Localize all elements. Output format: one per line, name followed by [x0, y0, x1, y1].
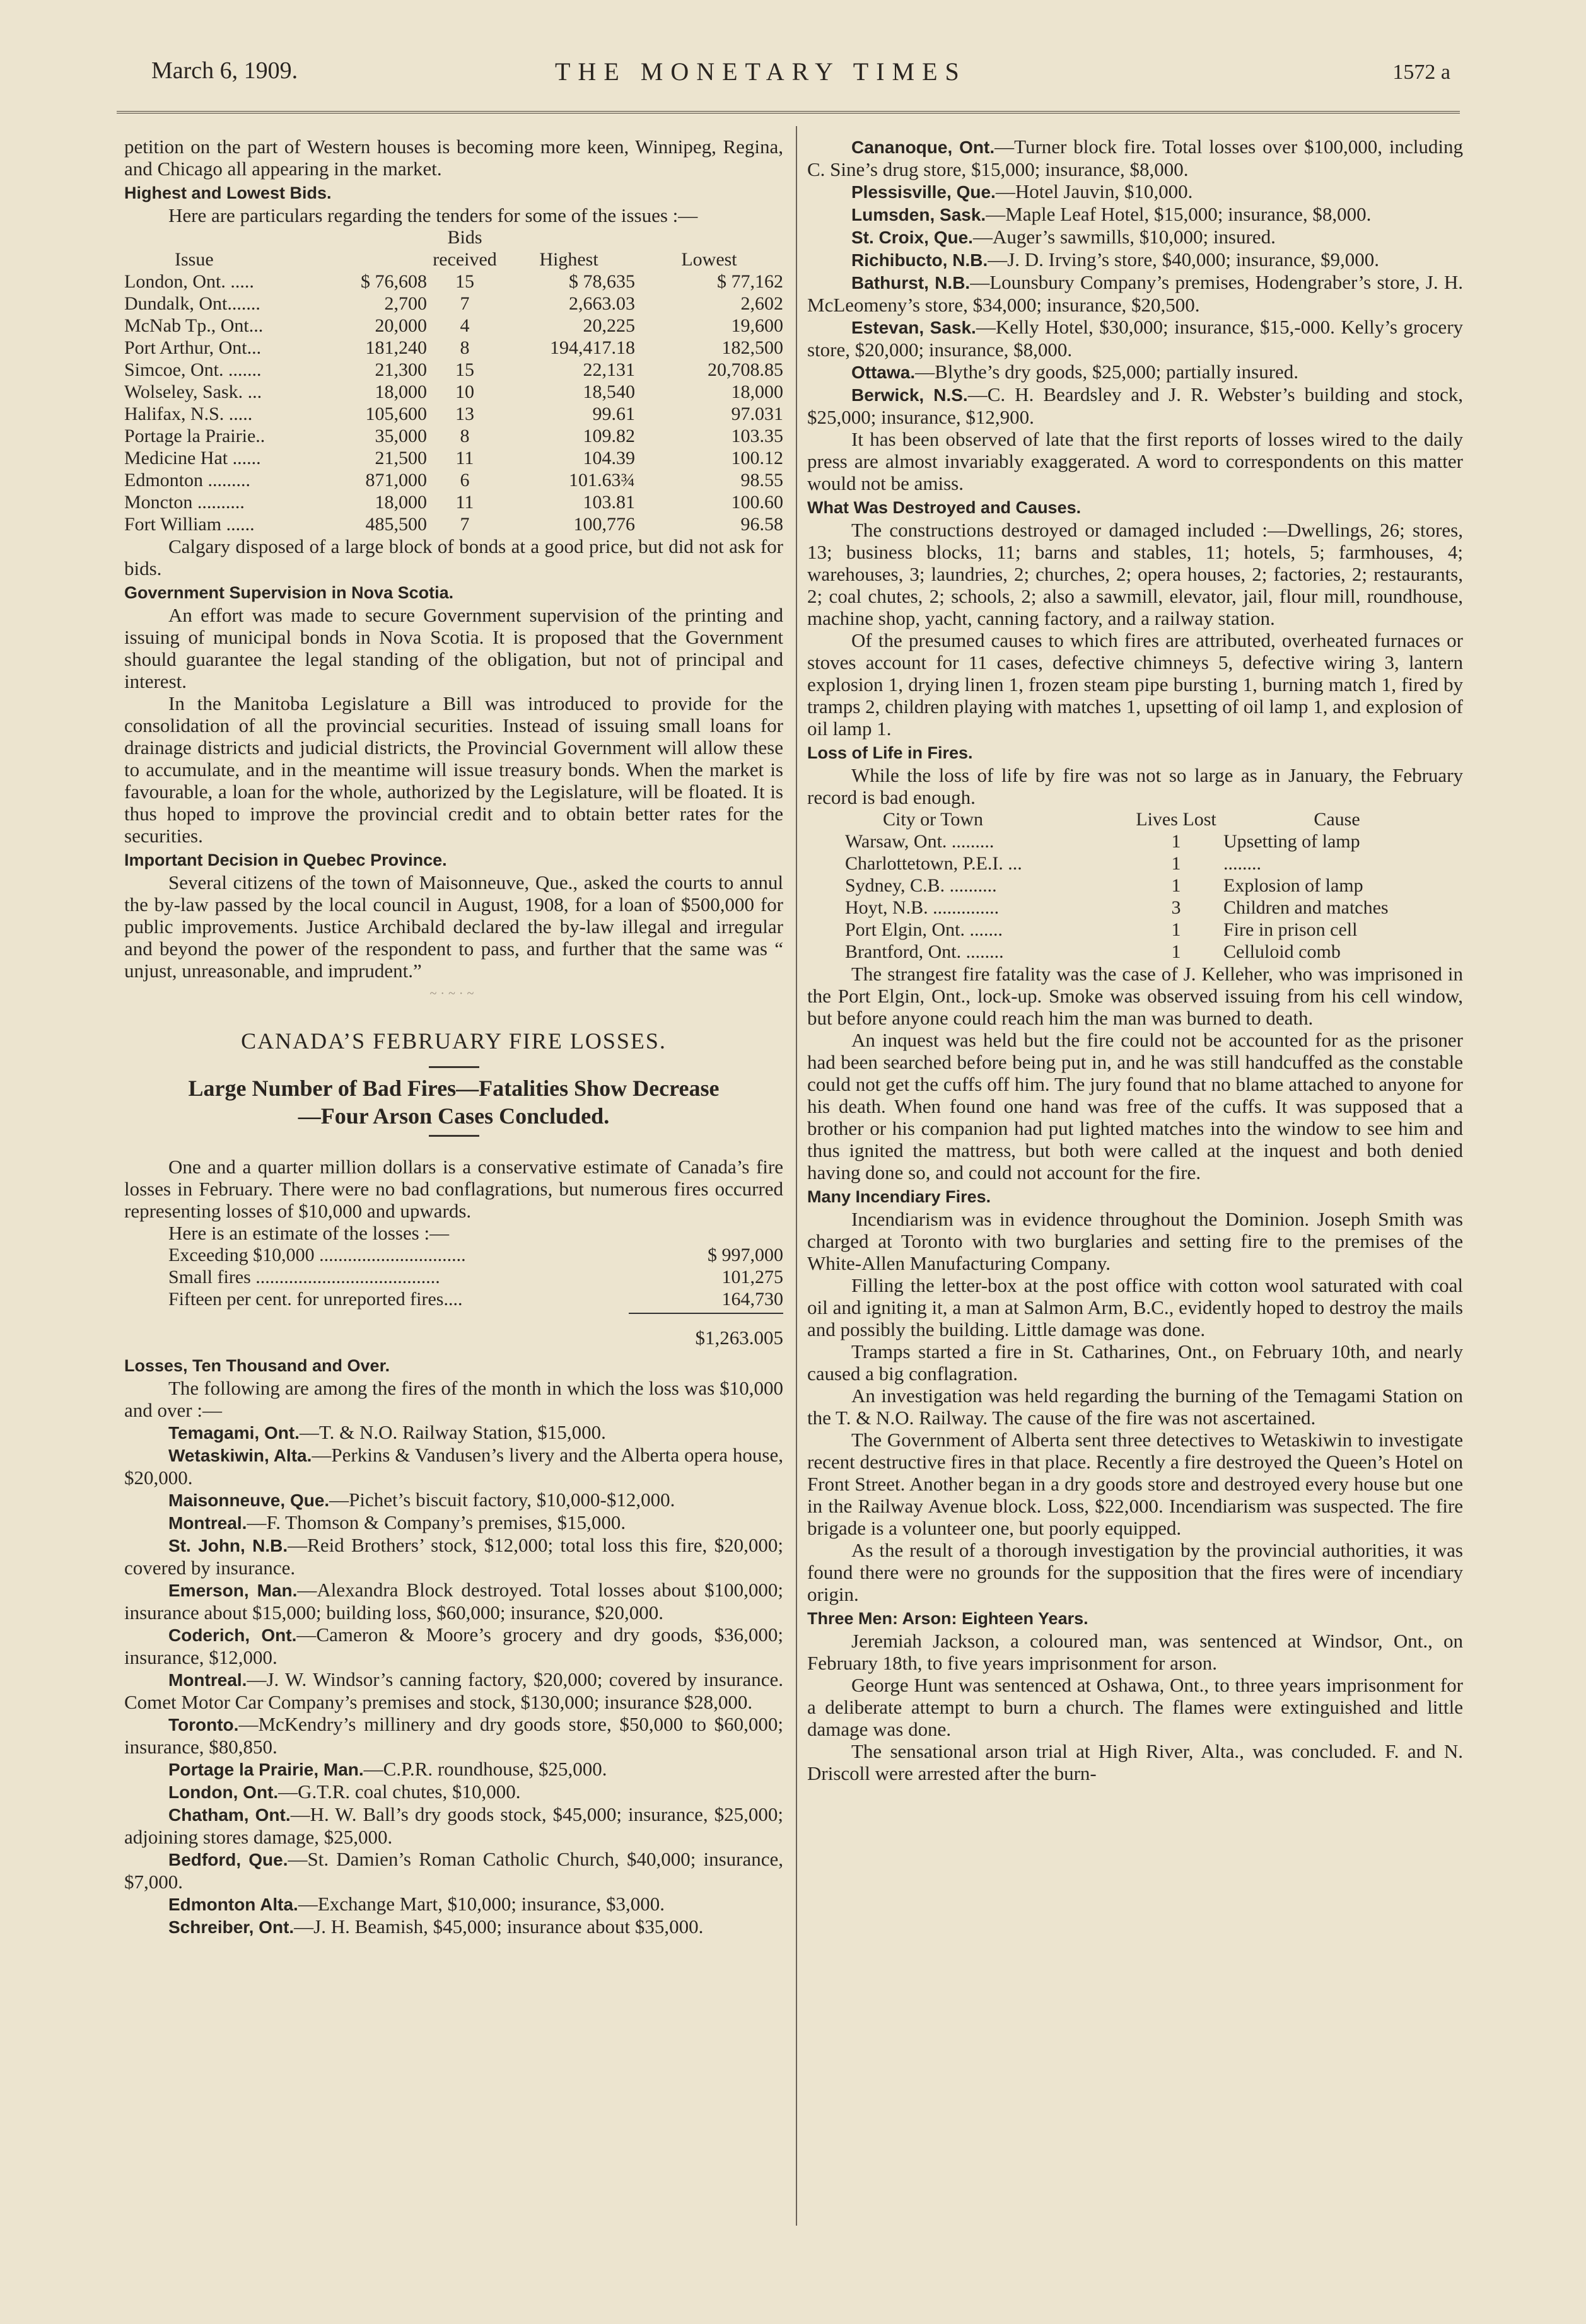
- table-row: [845, 852, 1450, 874]
- table-cell: Upsetting of lamp: [1223, 831, 1360, 852]
- header-rule: [117, 111, 1460, 113]
- article-title: CANADA’S FEBRUARY FIRE LOSSES.: [241, 1028, 667, 1054]
- loss-detail: —Hotel Jauvin, $10,000.: [995, 180, 1193, 202]
- table-cell: $ 997,000: [708, 1245, 783, 1265]
- paragraph: Here are particulars regarding the tenders for some of the issues :—: [168, 204, 698, 226]
- loss-detail: —J. W. Windsor’s canning factory, $20,000; covered by insurance. Comet Motor Car Company’s premises and stock, $130,000; insurance $28,000.: [124, 1668, 783, 1713]
- table-cell: 19,600: [731, 315, 783, 336]
- loss-entry: [807, 136, 1463, 180]
- table-cell: Sydney, C.B. ..........: [845, 875, 997, 896]
- table-cell: $ 76,608: [361, 271, 427, 292]
- table-cell: Wolseley, Sask. ...: [124, 381, 262, 402]
- publication-title: THE MONETARY TIMES: [555, 57, 967, 86]
- loss-place: Chatham, Ont.: [168, 1805, 291, 1825]
- table-header-cell: City or Town: [883, 809, 984, 830]
- losses-list: [124, 1421, 783, 1938]
- table-cell: 1: [1171, 941, 1181, 962]
- table-cell: Medicine Hat ......: [124, 448, 261, 468]
- section-heading: Many Incendiary Fires.: [807, 1187, 991, 1206]
- loss-detail: —G.T.R. coal chutes, $10,000.: [278, 1781, 521, 1803]
- table-row: [124, 1266, 783, 1288]
- table-row: [124, 491, 783, 513]
- table-cell: 11: [455, 492, 474, 513]
- paragraph: Of the presumed causes to which fires are attributed, overheated furnaces or stoves account for 11 cases, defective chimneys 5, defective wiring 3, lantern explosion 1, drying linen 1, frozen steam pipe bursting 1, burning match 1, fired by tramps 2, children playing with matches 1, upsetting of oil lamp 1, and explosion of oil lamp 1.: [807, 629, 1463, 740]
- table-cell: Portage la Prairie..: [124, 426, 265, 446]
- table-cell: 100.60: [731, 492, 783, 513]
- loss-detail: —T. & N.O. Railway Station, $15,000.: [299, 1421, 606, 1443]
- table-row: [124, 359, 783, 381]
- table-cell: 485,500: [365, 514, 427, 535]
- table-cell: 4: [460, 315, 470, 336]
- loss-place: St. Croix, Que.: [851, 228, 973, 247]
- table-cell: 1: [1171, 853, 1181, 874]
- table-header-cell: Highest: [539, 249, 598, 270]
- table-cell: Celluloid comb: [1223, 941, 1341, 962]
- bids-table: [124, 226, 783, 535]
- loss-place: Edmonton Alta.: [168, 1895, 298, 1914]
- loss-entry: [807, 361, 1463, 383]
- loss-entry: [124, 1624, 783, 1668]
- table-cell: Hoyt, N.B. ..............: [845, 897, 1000, 918]
- table-row: [124, 513, 783, 535]
- section-heading: What Was Destroyed and Causes.: [807, 498, 1082, 517]
- loss-place: Bathurst, N.B.: [851, 273, 971, 293]
- loss-entry: [124, 1781, 783, 1803]
- paragraph: One and a quarter million dollars is a conservative estimate of Canada’s fire losses in February. There were no bad conflagrations, but numerous fires occurred representing losses of $10,000 and upwards.: [124, 1156, 783, 1222]
- loss-detail: —Cameron & Moore’s grocery and dry goods, $36,000; insurance, $12,000.: [124, 1624, 783, 1668]
- table-cell: 2,663.03: [569, 293, 635, 314]
- table-header-row: [124, 226, 783, 248]
- table-header-cell: received: [433, 249, 497, 270]
- loss-detail: —J. D. Irving’s store, $40,000; insurance, $9,000.: [988, 248, 1380, 270]
- table-cell: 20,708.85: [708, 359, 783, 380]
- table-cell: London, Ont. .....: [124, 271, 254, 292]
- ornament-divider: ~·~·~: [429, 987, 478, 1001]
- table-cell: 21,300: [375, 359, 427, 380]
- table-cell: 20,225: [583, 315, 635, 336]
- table-cell: 7: [460, 514, 470, 535]
- loss-detail: —Kelly Hotel, $30,000; insurance, $15,-000. Kelly’s grocery store, $20,000; insurance, $8,000.: [807, 316, 1464, 361]
- loss-entry: [807, 316, 1463, 361]
- loss-place: London, Ont.: [168, 1782, 279, 1802]
- table-cell: 871,000: [365, 470, 427, 491]
- fatalities-table: [845, 808, 1450, 963]
- loss-place: Temagami, Ont.: [168, 1423, 300, 1443]
- table-cell: 18,000: [731, 381, 783, 402]
- loss-entry: [124, 1803, 783, 1848]
- paragraph: The strangest fire fatality was the case of J. Kelleher, who was imprisoned in the Port Elgin, Ont., lock-up. Smoke was observed issuing from his cell window, but before anyone could reach him the man was burned to death.: [807, 963, 1463, 1029]
- table-cell: Brantford, Ont. ........: [845, 941, 1004, 962]
- table-cell: 109.82: [583, 426, 635, 446]
- loss-place: Montreal.: [168, 1513, 247, 1533]
- loss-detail: —Maple Leaf Hotel, $15,000; insurance, $8,000.: [986, 203, 1372, 225]
- paragraph: In the Manitoba Legislature a Bill was introduced to provide for the consolidation of all the provincial securities. Instead of issuing small loans for drainage districts and judicial districts, the Provincial Government will allow these to accumulate, and in the meantime will issue treasury bonds. When the market is favourable, a loan for the whole, authorized by the Legislature, will be floated. It is thus hoped to improve the provincial credit and to obtain better rates for the securities.: [124, 692, 783, 847]
- sum-rule: [629, 1313, 783, 1314]
- right-column: [807, 136, 1463, 1784]
- loss-place: Emerson, Man.: [168, 1581, 298, 1600]
- column-divider: [796, 126, 797, 2226]
- table-header-cell: Cause: [1314, 809, 1360, 830]
- table-cell: Children and matches: [1223, 897, 1389, 918]
- loss-detail: —H. W. Ball’s dry goods stock, $45,000; insurance, $25,000; adjoining stores damage, $25,000.: [124, 1803, 784, 1848]
- table-cell: 6: [460, 470, 470, 491]
- paragraph: It has been observed of late that the first reports of losses wired to the daily press are almost invariably exaggerated. A word to correspondents on this matter would not be amiss.: [807, 428, 1463, 494]
- table-row: [124, 270, 783, 293]
- table-cell: 2,602: [740, 293, 783, 314]
- loss-detail: —Alexandra Block destroyed. Total losses about $100,000; insurance about $15,000; building loss, $60,000; insurance, $20,000.: [124, 1579, 783, 1624]
- page-number: 1572 a: [1392, 61, 1450, 84]
- loss-detail: —Exchange Mart, $10,000; insurance, $3,000.: [298, 1893, 665, 1915]
- loss-entry: [807, 383, 1463, 428]
- loss-place: Bedford, Que.: [168, 1850, 288, 1869]
- table-header-cell: Lives Lost: [1136, 809, 1216, 830]
- table-header-row: [845, 808, 1450, 830]
- loss-place: Coderich, Ont.: [168, 1625, 297, 1645]
- loss-place: Estevan, Sask.: [851, 318, 976, 337]
- table-cell: 100,776: [573, 514, 635, 535]
- paragraph: Tramps started a fire in St. Catharines, Ont., on February 10th, and nearly caused a big conflagration.: [807, 1340, 1463, 1385]
- table-cell: Halifax, N.S. .....: [124, 404, 253, 424]
- loss-detail: —Perkins & Vandusen’s livery and the Alberta opera house, $20,000.: [124, 1444, 783, 1489]
- loss-entry: [124, 1579, 783, 1624]
- table-cell: 181,240: [365, 337, 427, 358]
- table-cell: Port Elgin, Ont. .......: [845, 919, 1003, 940]
- table-header-cell: [124, 226, 332, 248]
- table-cell: 2,700: [384, 293, 427, 314]
- paragraph: An inquest was held but the fire could not be accounted for as the prisoner had been searched before being put in, and he was still handcuffed as the constable could not get the cuffs off him. The jury found that no blame attached to anyone for his death. When found one hand was free of the cuffs. It was supposed that a brother or his companion had put lighted matches into the window to see him and thus ignited the mattress, but both were called at the inquest and both denied having done so, and could not account for the fire.: [807, 1029, 1463, 1183]
- loss-place: Richibucto, N.B.: [851, 250, 988, 270]
- table-cell: 97.031: [731, 404, 783, 424]
- loss-place: Ottawa.: [851, 363, 916, 382]
- table-header-cell: Issue: [175, 249, 214, 270]
- paragraph: As the result of a thorough investigation by the provincial authorities, it was found there were no grounds for the supposition that the fires were of incendiary origin.: [807, 1539, 1463, 1605]
- paragraph: Calgary disposed of a large block of bonds at a good price, but did not ask for bids.: [124, 535, 783, 579]
- paragraph: An effort was made to secure Government supervision of the printing and issuing of municipal bonds in Nova Scotia. It is proposed that the Government should guarantee the legal standing of the obligation, but not of principal and interest.: [124, 604, 783, 692]
- table-cell: 35,000: [375, 426, 427, 446]
- loss-place: Toronto.: [168, 1715, 239, 1734]
- table-cell: Edmonton .........: [124, 470, 250, 491]
- loss-entry: [124, 1668, 783, 1713]
- table-cell: 8: [460, 337, 470, 358]
- paragraph: An investigation was held regarding the burning of the Temagami Station on the T. & N.O. Railway. The cause of the fire was not ascertained.: [807, 1385, 1463, 1429]
- table-cell: 1: [1171, 831, 1181, 852]
- table-row: [124, 315, 783, 337]
- section-heading: Important Decision in Quebec Province.: [124, 851, 447, 869]
- loss-detail: —Auger’s sawmills, $10,000; insured.: [972, 226, 1276, 248]
- table-cell: 105,600: [365, 404, 427, 424]
- table-row: [124, 469, 783, 491]
- article-subtitle: —Four Arson Cases Concluded.: [298, 1103, 610, 1129]
- paragraph: Several citizens of the town of Maisonneuve, Que., asked the courts to annul the by-law passed by the local council in August, 1908, for a loan of $500,000 for public improvements. Justice Archibald declared the by-law illegal and irregular and beyond the power of the respondent to pass, and further that the same was “ unjust, unreasonable, and imprudent.”: [124, 871, 783, 982]
- table-header-row: [124, 248, 783, 270]
- title-rule: [429, 1135, 479, 1137]
- loss-detail: —J. H. Beamish, $45,000; insurance about $35,000.: [294, 1915, 704, 1938]
- paragraph: The following are among the fires of the month in which the loss was $10,000 and over :—: [124, 1377, 783, 1421]
- table-cell: 10: [455, 381, 474, 402]
- table-cell: 11: [455, 448, 474, 468]
- table-cell: 13: [455, 404, 474, 424]
- loss-place: Maisonneuve, Que.: [168, 1490, 330, 1510]
- table-row: [845, 897, 1450, 919]
- table-row: [124, 1288, 783, 1310]
- table-row: [124, 447, 783, 469]
- table-row: [845, 874, 1450, 897]
- section-heading: Losses, Ten Thousand and Over.: [124, 1356, 390, 1375]
- loss-place: Lumsden, Sask.: [851, 205, 986, 224]
- loss-entry: [124, 1713, 783, 1758]
- table-row: [124, 1244, 783, 1266]
- table-cell: $ 77,162: [717, 271, 783, 292]
- table-cell: 96.58: [740, 514, 783, 535]
- table-cell: 98.55: [740, 470, 783, 491]
- loss-place: Portage la Prairie, Man.: [168, 1760, 364, 1779]
- table-header-cell: [635, 226, 783, 248]
- section-heading: Loss of Life in Fires.: [807, 743, 973, 762]
- table-header-cell: Bids: [447, 227, 482, 248]
- loss-entry: [807, 248, 1463, 271]
- losses-list: [807, 136, 1463, 428]
- table-cell: 101.63¾: [569, 470, 635, 491]
- table-cell: 18,000: [375, 381, 427, 402]
- loss-entry: [124, 1511, 783, 1534]
- section-heading: Three Men: Arson: Eighteen Years.: [807, 1609, 1088, 1628]
- table-cell: 20,000: [375, 315, 427, 336]
- paragraph: Here is an estimate of the losses :—: [168, 1222, 450, 1244]
- loss-entry: [807, 226, 1463, 248]
- table-cell: Charlottetown, P.E.I. ...: [845, 853, 1022, 874]
- table-cell: 104.39: [583, 448, 635, 468]
- table-cell: Dundalk, Ont.......: [124, 293, 260, 314]
- table-row: [124, 337, 783, 359]
- loss-place: Berwick, N.S.: [851, 385, 968, 405]
- loss-entry: [124, 1444, 783, 1489]
- loss-entry: [807, 271, 1463, 316]
- table-row: [124, 381, 783, 403]
- continued-paragraph: petition on the part of Western houses is becoming more keen, Winnipeg, Regina, and Chicago all appearing in the market.: [124, 136, 783, 180]
- paragraph: The constructions destroyed or damaged included :—Dwellings, 26; stores, 13; business blocks, 11; barns and stables, 11; hotels, 5; farmhouses, 4; warehouses, 3; laundries, 2; churches, 2; opera houses, 2; factories, 2; restaurants, 2; coal chutes, 2; schools, 2; also a sawmill, elevator, jail, flour mill, roundhouse, machine shop, yacht, canning factory, and a railway station.: [807, 519, 1463, 629]
- table-cell: 99.61: [592, 404, 635, 424]
- table-header-cell: Lowest: [681, 249, 737, 270]
- section-heading: Government Supervision in Nova Scotia.: [124, 583, 454, 602]
- loss-detail: —St. Damien’s Roman Catholic Church, $40,000; insurance, $7,000.: [124, 1848, 783, 1893]
- paragraph: While the loss of life by fire was not so large as in January, the February record is bad enough.: [807, 764, 1463, 808]
- table-cell: McNab Tp., Ont...: [124, 315, 264, 336]
- table-header-cell: [332, 226, 427, 248]
- table-row: [124, 425, 783, 447]
- table-row: [124, 403, 783, 425]
- table-cell: 8: [460, 426, 470, 446]
- table-row: [845, 941, 1450, 963]
- loss-place: Schreiber, Ont.: [168, 1917, 294, 1937]
- loss-place: Montreal.: [168, 1670, 247, 1690]
- loss-place: Plessisville, Que.: [851, 182, 996, 202]
- table-cell: Moncton ..........: [124, 492, 245, 513]
- loss-entry: [807, 180, 1463, 203]
- loss-detail: —Lounsbury Company’s premises, Hodengraber’s store, J. H. McLeomeny’s store, $34,000; insurance, $20,500.: [807, 271, 1463, 316]
- table-cell: Exceeding $10,000 ...............................: [168, 1245, 466, 1265]
- article-subtitle: Large Number of Bad Fires—Fatalities Show Decrease: [188, 1076, 720, 1101]
- table-cell: Fifteen per cent. for unreported fires....: [168, 1289, 463, 1310]
- table-cell: Simcoe, Ont. .......: [124, 359, 262, 380]
- paragraph: Jeremiah Jackson, a coloured man, was sentenced at Windsor, Ont., on February 18th, to five years imprisonment for arson.: [807, 1630, 1463, 1674]
- table-header-cell: [332, 248, 427, 270]
- loss-entry: [124, 1421, 783, 1444]
- issue-date: March 6, 1909.: [151, 57, 298, 84]
- table-cell: 100.12: [731, 448, 783, 468]
- loss-detail: —F. Thomson & Company’s premises, $15,000.: [247, 1511, 626, 1533]
- table-cell: Explosion of lamp: [1223, 875, 1363, 896]
- table-cell: 194,417.18: [550, 337, 635, 358]
- table-cell: 1: [1171, 919, 1181, 940]
- table-cell: 182,500: [721, 337, 783, 358]
- title-rule: [429, 1066, 479, 1068]
- loss-entry: [124, 1534, 783, 1579]
- table-cell: 22,131: [583, 359, 635, 380]
- table-cell: ........: [1223, 853, 1261, 874]
- loss-detail: —Blythe’s dry goods, $25,000; partially insured.: [915, 361, 1299, 383]
- loss-detail: —Turner block fire. Total losses over $100,000, including C. Sine’s drug store, $15,000; insurance, $8,000.: [807, 136, 1464, 180]
- table-cell: 18,000: [375, 492, 427, 513]
- loss-place: Cananoque, Ont.: [851, 137, 995, 157]
- table-cell: Warsaw, Ont. .........: [845, 831, 994, 852]
- loss-entry: [124, 1489, 783, 1511]
- table-cell: 1: [1171, 875, 1181, 896]
- table-cell: 103.35: [731, 426, 783, 446]
- table-cell: Fire in prison cell: [1223, 919, 1358, 940]
- paragraph: The Government of Alberta sent three detectives to Wetaskiwin to investigate recent destructive fires in that place. Recently a fire destroyed the Queen’s Hotel on Front Street. Another began in a dry goods store and destroyed every house but one in the Railway Avenue block. Loss, $22,000. Incendiarism was suspected. The fire brigade is a volunteer one, but poorly equipped.: [807, 1429, 1463, 1539]
- table-cell: Fort William ......: [124, 514, 255, 535]
- table-header-cell: [503, 226, 635, 248]
- loss-entry: [124, 1915, 783, 1938]
- loss-detail: —C.P.R. roundhouse, $25,000.: [363, 1758, 607, 1780]
- loss-entry: [124, 1848, 783, 1893]
- table-cell: 15: [455, 359, 474, 380]
- table-cell: 164,730: [721, 1289, 783, 1310]
- table-cell: 15: [455, 271, 474, 292]
- table-cell: 3: [1171, 897, 1181, 918]
- table-row: [845, 830, 1450, 852]
- paragraph: The sensational arson trial at High River, Alta., was concluded. F. and N. Driscoll were arrested after the burn-: [807, 1740, 1463, 1784]
- paragraph: Incendiarism was in evidence throughout the Dominion. Joseph Smith was charged at Toronto with two burglaries and setting fire to the premises of the White-Allen Manufacturing Company.: [807, 1208, 1463, 1274]
- table-cell: $ 78,635: [569, 271, 635, 292]
- loss-entry: [124, 1893, 783, 1915]
- table-cell: 21,500: [375, 448, 427, 468]
- paragraph: George Hunt was sentenced at Oshawa, Ont., to three years imprisonment for a deliberate attempt to burn a church. The flames were extinguished and little damage was done.: [807, 1674, 1463, 1740]
- left-column: [124, 136, 783, 1938]
- loss-detail: —Reid Brothers’ stock, $12,000; total loss this fire, $20,000; covered by insurance.: [124, 1534, 783, 1579]
- table-cell: 18,540: [583, 381, 635, 402]
- paragraph: Filling the letter-box at the post office with cotton wool saturated with coal oil and igniting it, a man at Salmon Arm, B.C., evidently hoped to destroy the mails and possibly the building. Little damage was done.: [807, 1274, 1463, 1340]
- table-cell: 7: [460, 293, 470, 314]
- table-cell: Port Arthur, Ont...: [124, 337, 262, 358]
- loss-place: St. John, N.B.: [168, 1536, 288, 1555]
- table-cell: Small fires .......................................: [168, 1267, 440, 1287]
- table-cell: 101,275: [721, 1267, 783, 1287]
- loss-entry: [807, 203, 1463, 226]
- loss-detail: —C. H. Beardsley and J. R. Webster’s building and stock, $25,000; insurance, $12,900.: [807, 383, 1463, 428]
- table-row: [845, 919, 1450, 941]
- table-cell: 103.81: [583, 492, 635, 513]
- loss-place: Wetaskiwin, Alta.: [168, 1446, 312, 1465]
- page-header: [151, 57, 1450, 101]
- estimate-total: $1,263.005: [695, 1327, 783, 1349]
- table-row: [124, 293, 783, 315]
- loss-detail: —Pichet’s biscuit factory, $10,000-$12,000.: [329, 1489, 675, 1511]
- loss-detail: —McKendry’s millinery and dry goods store, $50,000 to $60,000; insurance, $80,850.: [124, 1713, 783, 1758]
- section-heading: Highest and Lowest Bids.: [124, 183, 332, 202]
- estimate-table: [124, 1244, 783, 1310]
- loss-entry: [124, 1758, 783, 1781]
